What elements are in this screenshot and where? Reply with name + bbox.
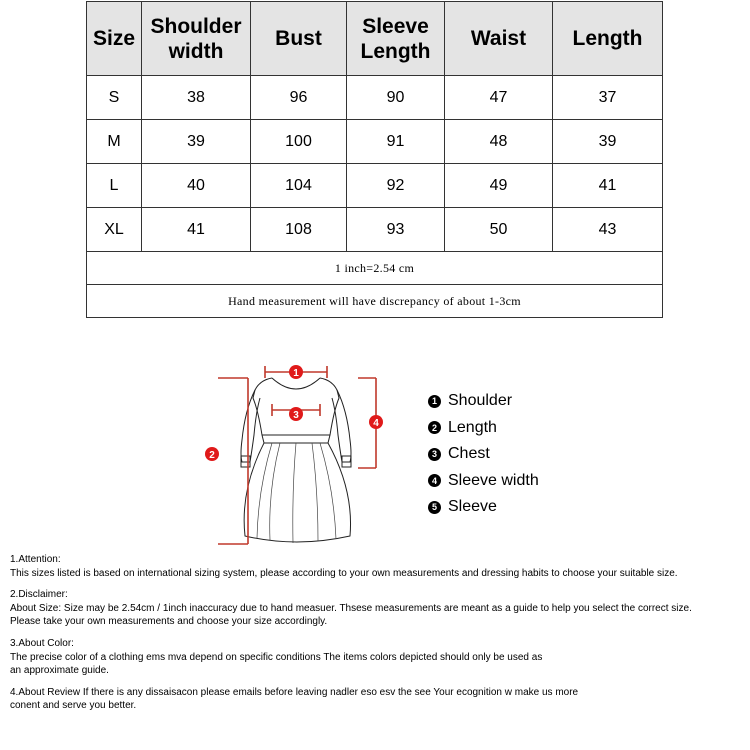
table-cell: 50 xyxy=(445,208,553,252)
legend-number-5: 5 xyxy=(428,501,441,514)
column-header: Shoulder width xyxy=(142,2,251,76)
note-attention: 1.Attention: This sizes listed is based on international sizing system, please according to your own measurements and dressing habits to choose your suitable size. xyxy=(10,554,678,579)
table-cell: XL xyxy=(87,208,142,252)
legend-item xyxy=(428,388,539,415)
size-chart-table xyxy=(86,1,663,318)
table-header-row xyxy=(87,2,663,76)
legend-number-4: 4 xyxy=(428,474,441,487)
column-header: Bust xyxy=(251,2,347,76)
legend-number-3: 3 xyxy=(428,448,441,461)
legend-label: Chest xyxy=(448,445,490,463)
dress-waist-band xyxy=(262,435,330,443)
measurement-legend xyxy=(428,388,539,521)
column-header: Waist xyxy=(445,2,553,76)
legend-label: Sleeve xyxy=(448,498,497,516)
svg-text:1: 1 xyxy=(293,368,299,379)
table-cell: 100 xyxy=(251,120,347,164)
table-cell: 41 xyxy=(553,164,663,208)
table-row xyxy=(87,208,663,252)
table-cell: 37 xyxy=(553,76,663,120)
table-cell: 39 xyxy=(142,120,251,164)
table-cell: 108 xyxy=(251,208,347,252)
conversion-note: 1 inch=2.54 cm xyxy=(87,252,663,285)
legend-number-2: 2 xyxy=(428,421,441,434)
marker-3 xyxy=(289,407,303,421)
table-row xyxy=(87,120,663,164)
column-header: Size xyxy=(87,2,142,76)
table-cell: 48 xyxy=(445,120,553,164)
column-header: Length xyxy=(553,2,663,76)
svg-text:3: 3 xyxy=(293,410,299,421)
table-cell: 104 xyxy=(251,164,347,208)
table-cell: 92 xyxy=(347,164,445,208)
table-cell: 38 xyxy=(142,76,251,120)
column-header: Sleeve Length xyxy=(347,2,445,76)
table-cell: 47 xyxy=(445,76,553,120)
dress-skirt xyxy=(244,443,350,542)
legend-item xyxy=(428,494,539,521)
table-cell: 39 xyxy=(553,120,663,164)
length-measure-line xyxy=(218,378,248,544)
table-row xyxy=(87,164,663,208)
dress-neckline xyxy=(272,378,320,389)
table-cell: 43 xyxy=(553,208,663,252)
dress-left-sleeve xyxy=(241,390,260,462)
table-cell: S xyxy=(87,76,142,120)
table-cell: 96 xyxy=(251,76,347,120)
table-cell: 49 xyxy=(445,164,553,208)
legend-item xyxy=(428,415,539,442)
legend-label: Sleeve width xyxy=(448,471,539,489)
legend-number-1: 1 xyxy=(428,395,441,408)
note-disclaimer: 2.Disclaimer: About Size: Size may be 2.54cm / 1inch inaccuracy due to hand measuer. Thsese measurements are meant as a guide to help you select the correct size. Please take your own measurements and choose your size accordingly. xyxy=(10,589,692,628)
svg-text:4: 4 xyxy=(373,418,379,429)
marker-1 xyxy=(289,365,303,379)
table-cell: 41 xyxy=(142,208,251,252)
table-cell: M xyxy=(87,120,142,164)
table-cell: 90 xyxy=(347,76,445,120)
table-cell: 40 xyxy=(142,164,251,208)
table-cell: 91 xyxy=(347,120,445,164)
legend-label: Length xyxy=(448,418,497,436)
legend-label: Shoulder xyxy=(448,392,513,410)
note-about-color: 3.About Color: The precise color of a clothing ems mva depend on specific conditions The items colors depicted should only be used as an approximate guide. xyxy=(10,637,543,677)
dress-diagram xyxy=(200,350,400,555)
legend-item xyxy=(428,468,539,495)
table-cell: 93 xyxy=(347,208,445,252)
note-about-review: 4.About Review If there is any dissaisacon please emails before leaving nadler eso esv the see Your ecognition w make us more conent and serve you better. xyxy=(10,686,579,712)
svg-text:2: 2 xyxy=(209,450,215,461)
marker-2 xyxy=(205,447,219,461)
table-cell: L xyxy=(87,164,142,208)
legend-item xyxy=(428,441,539,468)
marker-4 xyxy=(369,415,383,429)
notes-section xyxy=(10,553,750,721)
dress-right-sleeve xyxy=(332,390,351,462)
measurement-note: Hand measurement will have discrepancy of about 1-3cm xyxy=(87,285,663,318)
dress-skirt-folds xyxy=(257,443,336,543)
table-row xyxy=(87,76,663,120)
